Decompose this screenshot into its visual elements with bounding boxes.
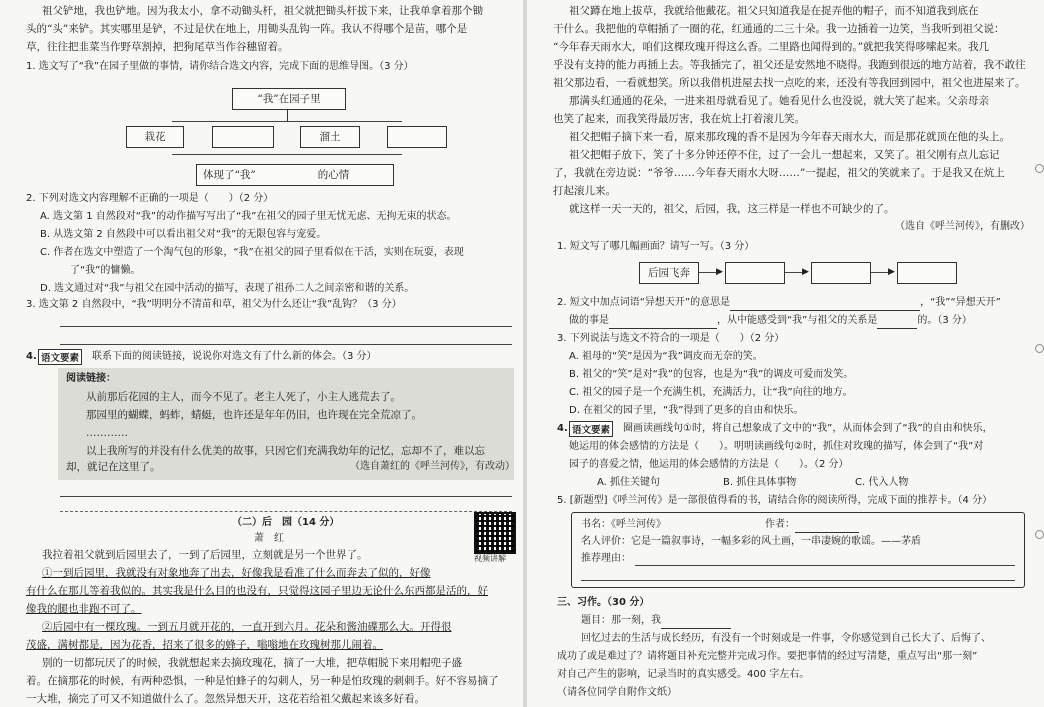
flow-arrowhead-2: ▶ bbox=[802, 267, 809, 277]
mindmap-bottom-b: 的心情 bbox=[317, 169, 350, 181]
composition-topic bbox=[581, 614, 731, 629]
composition-note: （请各位同学自附作文纸） bbox=[557, 687, 677, 698]
mindmap-bottom bbox=[196, 164, 394, 186]
binding-hole-icon bbox=[1035, 164, 1044, 173]
card-author-blank[interactable] bbox=[795, 518, 859, 533]
r-story-line-9: 祖父把帽子放下，笑了十多分钟还停不住，过了一会儿一想起来，又笑了。祖父刚有点儿忘记 bbox=[569, 149, 1000, 161]
section-2-author: 萧 红 bbox=[254, 533, 284, 544]
card-reason: 推荐理由： bbox=[581, 553, 631, 564]
q2-option-c-cont: 了“我”的慵懒。 bbox=[70, 265, 141, 276]
mindmap-connector bbox=[287, 109, 288, 121]
composition-topic-blank[interactable] bbox=[661, 614, 731, 629]
composition-line-1: 回忆过去的生活与成长经历，有没有一个时刻或是一件事，令你感觉到自己长大了、后悔了、 bbox=[581, 633, 991, 644]
r-story-line-12: 就这样一天一天的，祖父，后园，我，这三样是一样也不可缺少的了。 bbox=[569, 203, 895, 215]
q2-blank-1[interactable] bbox=[730, 296, 920, 311]
q4-number: 4. bbox=[26, 351, 37, 362]
qr-code-icon[interactable] bbox=[474, 512, 516, 554]
section-2-title: （二）后 园（14 分） bbox=[232, 517, 340, 528]
question-1: 1. 选文写了“我”在园子里做的事情，请你结合选文内容，完成下面的思维导图。（3 分） bbox=[26, 61, 414, 72]
r-q4-tag: 语文要素 bbox=[569, 421, 613, 437]
r-q3-option-d: D. 在祖父的园子里，“我”得到了更多的自由和快乐。 bbox=[569, 405, 804, 416]
card-reason-line-2[interactable] bbox=[581, 580, 1015, 581]
r-q4-line-1: 圈画读画线句①时，将自己想象成了文中的“我”，从而体会到了“我”的自由和快乐， bbox=[623, 423, 993, 434]
r-question-1: 1. 短文写了哪几幅画面？请写一写。（3 分） bbox=[557, 241, 755, 252]
r-story-line-5: 祖父那边看，一看就想笑。所以我借机进屋去找一点吃的来，还没有等我回到园中，祖父也进屋来了。 bbox=[553, 77, 1026, 89]
r-question-2 bbox=[557, 296, 1001, 311]
r-question-5: 5. [新题型]《呼兰河传》是一部很值得看的书，请结合你的阅读所得，完成下面的推荐卡。（4 分） bbox=[557, 495, 993, 506]
qr-label: 视频讲解 bbox=[474, 554, 506, 563]
story-line-8: 着。在摘那花的时候，有两种恐惧，一种是怕蜂子的勾刺人，另一种是怕玫瑰的刺刺手。好不容易摘了 bbox=[26, 675, 499, 687]
q2-part-e: 的。（3 分） bbox=[917, 315, 972, 326]
story-line-4: 像我的腿也非跑不可了。 bbox=[26, 603, 142, 615]
q2-option-d: D. 选文通过对“我”与祖父在园中活动的描写，表现了祖孙二人之间亲密和谐的关系。 bbox=[40, 283, 415, 294]
reading-link-line-1: 从前那后花园的主人，而今不见了。老主人死了，小主人逃荒去了。 bbox=[86, 391, 401, 403]
q3-answer-line-2[interactable] bbox=[60, 344, 512, 345]
question-3: 3. 选文第 2 自然段中，“我”明明分不清苗和草，祖父为什么还让“我”乱钩？（3 分） bbox=[26, 299, 402, 310]
r-story-line-4: 乎没有支持的能力再插上去。等我插完了，祖父还是安然地不晓得。我跑到很远的地方站着，我不敢往 bbox=[553, 59, 1026, 71]
r-story-line-6: 那满头红通通的花朵，一进来祖母就看见了。她看见什么也没说，就大笑了起来。父亲母亲 bbox=[569, 95, 989, 107]
reading-link-line-4: 以上我所写的并没有什么优美的故事，只因它们充满我幼年的记忆，忘却不了，难以忘 bbox=[86, 445, 485, 457]
r-story-line-2: 干什么。我把他的草帽插了一圈的花，红通通的二三十朵。我一边插着一边笑，当我听到祖父说： bbox=[553, 23, 1005, 35]
q2-option-b: B. 从选文第 2 自然段中可以看出祖父对“我”的无限包容与宠爱。 bbox=[40, 229, 327, 240]
q2-blank-2[interactable] bbox=[609, 314, 717, 329]
r-story-line-8: 祖父把帽子摘下来一看，原来那玫瑰的香不是因为今年春天雨水大，而是那花就顶在他的头上。 bbox=[569, 131, 1010, 143]
reading-link-source: （选自萧红的《呼兰河传》，有改动） bbox=[350, 461, 515, 472]
question-4: 联系下面的阅读链接，说说你对选文有了什么新的体会。（3 分） bbox=[92, 351, 377, 362]
composition-heading: 三、习作。（30 分） bbox=[557, 597, 650, 608]
binding-hole-icon bbox=[1035, 530, 1044, 539]
story-line-5: ②后园中有一棵玫瑰。一到五月就开花的，一直开到六月。花朵和酱油碟那么大。开得很 bbox=[42, 621, 452, 633]
flow-box-4[interactable] bbox=[897, 262, 957, 284]
composition-line-2: 成功了或是难过了？请将题目补充完整并完成习作。要把事情的经过写清楚，重点写出“那一刻” bbox=[557, 651, 978, 662]
mindmap-top: “我”在园子里 bbox=[232, 88, 346, 110]
r-story-line-1: 祖父蹲在地上拔草，我就给他戴花。祖父只知道我是在捉弄他的帽子，而不知道我到底在 bbox=[569, 5, 979, 17]
intro-line-3: 草，往往把韭菜当作野草割掉，把狗尾草当作谷穗留着。 bbox=[26, 41, 289, 53]
q4-answer-line[interactable] bbox=[60, 496, 512, 497]
r-q4-choice-b: B. 抓住具体事物 bbox=[723, 477, 797, 488]
q2-option-c: C. 作者在选文中塑造了一个淘气包的形象，“我”在祖父的园子里看似在干活，实则在玩耍，表现 bbox=[40, 247, 464, 258]
q2-part-a: 2. 短文中加点词语“异想天开”的意思是 bbox=[557, 297, 731, 308]
flow-box-3[interactable] bbox=[811, 262, 871, 284]
flow-box-1: 后园飞奔 bbox=[639, 262, 699, 284]
flow-arrowhead-1: ▶ bbox=[716, 267, 723, 277]
r-question-2-cont bbox=[569, 314, 972, 329]
r-story-source: （选自《呼兰河传》，有删改） bbox=[895, 221, 1030, 232]
card-reason-line-1[interactable] bbox=[635, 565, 1015, 566]
story-line-3: 有什么在那儿等着我似的。其实我是什么目的也没有，只觉得这园子里边无论什么东西都是活的，好 bbox=[26, 585, 488, 597]
story-line-2: ①一到后园里，我就没有对象地奔了出去，好像我是看准了什么而奔去了似的，好像 bbox=[42, 567, 431, 579]
card-comment: 名人评价：它是一篇叙事诗，一幅多彩的风土画，一串凄婉的歌谣。——茅盾 bbox=[581, 536, 921, 547]
r-story-line-7: 也笑了起来，而我笑得最厉害，我在炕上打着滚儿笑。 bbox=[553, 113, 805, 125]
r-story-line-10: 了，我就在旁边说：“爷爷……今年春天雨水大呀……”一提起，祖父的笑就来了。于是我又在炕上 bbox=[553, 167, 1005, 179]
r-q4-line-2: 她运用的体会感情的方法是（ ）。明明读画线句②时，抓住对玫瑰的描写，体会到了“我”对 bbox=[569, 441, 984, 452]
story-line-9: 一大堆，摘完了可又不知道做什么了。忽然异想天开，这花若给祖父戴起来该多好看。 bbox=[26, 693, 425, 705]
q2-part-d: ，从中能感受到“我”与祖父的关系是 bbox=[717, 315, 878, 326]
q3-answer-line-1[interactable] bbox=[60, 326, 512, 327]
q2-part-b: ，“我”“异想天开” bbox=[920, 297, 1001, 308]
mindmap-branch-line bbox=[172, 121, 402, 122]
r-story-line-11: 打起滚儿来。 bbox=[553, 185, 616, 197]
card-book: 书名：《呼兰河传》 bbox=[581, 519, 666, 530]
mindmap-box-3: 溜土 bbox=[300, 126, 360, 148]
story-line-6: 茂盛，满树都是，因为花香，招来了很多的蜂子，嗡嗡地在玫瑰树那儿闹着。 bbox=[26, 639, 383, 651]
q2-blank-3[interactable] bbox=[877, 314, 917, 329]
section-divider bbox=[60, 511, 512, 512]
r-q4-number: 4. bbox=[557, 423, 568, 434]
composition-topic-label: 题目：那一刻，我 bbox=[581, 615, 661, 626]
mindmap-bottom-a: 体现了“我” bbox=[203, 169, 256, 181]
story-line-1: 我拉着祖父就到后园里去了，一到了后园里，立刻就是另一个世界了。 bbox=[42, 549, 368, 561]
composition-line-3: 对自己产生的影响，记录当时的真实感受。400 字左右。 bbox=[557, 669, 810, 680]
flow-arrowhead-3: ▶ bbox=[888, 267, 895, 277]
right-page bbox=[527, 0, 1044, 707]
flow-box-2[interactable] bbox=[725, 262, 785, 284]
q2-option-a: A. 选文第 1 自然段对“我”的动作描写写出了“我”在祖父的园子里无忧无虑、无拘无束的状态。 bbox=[40, 211, 457, 222]
card-author bbox=[765, 518, 859, 533]
r-q4-choice-c: C. 代入人物 bbox=[855, 477, 909, 488]
r-q4-choice-a: A. 抓住关键句 bbox=[597, 477, 661, 488]
q2-part-c: 做的事是 bbox=[569, 315, 609, 326]
intro-line-1: 祖父铲地，我也铲地。因为我太小，拿不动锄头杆，祖父就把锄头杆拔下来，让我单拿着那个锄 bbox=[42, 5, 483, 17]
mindmap-box-4[interactable] bbox=[387, 126, 447, 148]
r-q4-line-3: 园子的喜爱之情，他运用的体会感情的方法是（ ）。（2 分） bbox=[569, 459, 849, 470]
reading-link-line-5: 却，就记在这里了。 bbox=[66, 461, 161, 473]
r-story-line-3: “今年春天雨水大，咱们这棵玫瑰开得这么香。二里路也闻得到的。”就把我笑得哆嗦起来。我几 bbox=[553, 41, 989, 53]
mindmap-bottom-blank[interactable] bbox=[256, 165, 318, 186]
mindmap-bottom-line bbox=[172, 154, 402, 155]
q4-tag: 语文要素 bbox=[38, 349, 82, 365]
r-q3-option-b: B. 祖父的“笑”是对“我”的包容，也是为“我”的调皮可爱而发笑。 bbox=[569, 369, 854, 380]
r-question-3: 3. 下列说法与选文不符合的一项是（ ）（2 分） bbox=[557, 333, 785, 344]
reading-link-title: 阅读链接： bbox=[66, 373, 116, 384]
binding-hole-icon bbox=[1035, 344, 1044, 353]
r-q3-option-a: A. 祖母的“笑”是因为“我”调皮而无奈的笑。 bbox=[569, 351, 763, 362]
r-q3-option-c: C. 祖父的园子是一个充满生机，充满活力，让“我”向往的地方。 bbox=[569, 387, 853, 398]
card-author-label: 作者： bbox=[765, 519, 795, 530]
mindmap-box-1: 栽花 bbox=[126, 126, 184, 148]
reading-link-line-3: ………… bbox=[86, 427, 128, 439]
question-2: 2. 下列对选文内容理解不正确的一项是（ ）（2 分） bbox=[26, 193, 274, 204]
reading-link-line-2: 那园里的蝴蝶，蚂蚱，蜻蜓，也许还是年年仍旧，也许现在完全荒凉了。 bbox=[86, 409, 422, 421]
intro-line-2: 头的“头”来铲。其实哪里是铲，不过是伏在地上，用锄头乱钩一阵。我认不得哪个是苗，哪个是 bbox=[26, 23, 468, 35]
story-line-7: 别的一切都玩厌了的时候，我就想起来去摘玫瑰花，摘了一大堆，把草帽脱下来用帽兜子盛 bbox=[42, 657, 462, 669]
mindmap-box-2[interactable] bbox=[212, 126, 274, 148]
